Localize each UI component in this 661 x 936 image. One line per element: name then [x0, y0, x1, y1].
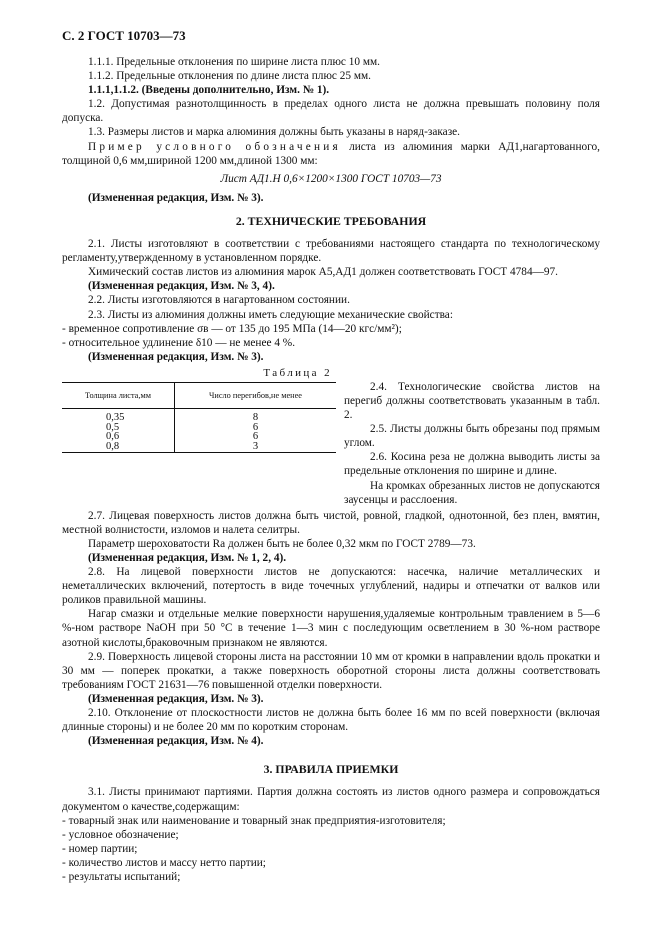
clause-3-1: 3.1. Листы принимают партиями. Партия должна состоять из листов одного размера и сопровождаться документом о качестве,содержащим: — [62, 786, 600, 813]
bends-cell: 3 — [175, 442, 337, 453]
section-3-title: 3. ПРАВИЛА ПРИЕМКИ — [263, 762, 399, 777]
table-row — [62, 432, 336, 442]
roughness: Параметр шероховатости Ra должен быть не более 0,32 мкм по ГОСТ 2789—73. — [88, 537, 476, 550]
thickness-cell: 0,6 — [62, 432, 175, 442]
amendment-note: (Измененная редакция, Изм. № 1, 2, 4). — [88, 552, 287, 564]
clause-2-7: 2.7. Лицевая поверхность листов должна быть чистой, ровной, гладкой, однотонной, без плен, вмятин, местной волнистости, изломов и налета селитры. — [62, 509, 600, 536]
thickness-cell: 0,8 — [62, 442, 175, 453]
clause-2-8-etching: Нагар смазки и отдельные мелкие поверхности нарушения,удаляемые контрольным травлением в 5—6 %-ном растворе NaOH при 50 °С в течение 1—3 мин с последующим осветлением в 30 %-ном растворе азотной кислоты,браковочным признаком не являются. — [62, 608, 600, 649]
bends-cell: 6 — [252, 431, 259, 443]
list-item: - количество листов и массу нетто партии; — [62, 856, 266, 869]
elongation: - относительное удлинение δ10 — не менее 4 %. — [62, 336, 296, 349]
bends-cell: 8 — [252, 412, 259, 424]
list-item: - результаты испытаний; — [62, 870, 181, 883]
clause-2-5: 2.5. Листы должны быть обрезаны под прямым углом. — [344, 423, 600, 450]
clause-2-6-edges: На кромках обрезанных листов не допускаются заусенцы и расслоения. — [344, 479, 600, 506]
table-row — [62, 442, 336, 453]
column-header-thickness: Толщина листа,мм — [62, 382, 175, 408]
table-row — [62, 423, 336, 433]
list-item: - номер партии; — [62, 842, 138, 855]
table-2 — [62, 366, 336, 507]
clause-2-3: 2.3. Листы из алюминия должны иметь следующие механические свойства: — [88, 308, 453, 321]
clause-2-6: 2.6. Косина реза не должна выводить листы за предельные отклонения по ширине и длине. — [344, 451, 600, 478]
bend-table — [62, 382, 336, 453]
clause-2-8: 2.8. На лицевой поверхности листов не допускаются: насечка, наличие металлических и неметаллических включений, потертость в виде точечных углублений, надиры и отпечатки от валков или роликов правильной машины. — [62, 566, 600, 607]
clause-1-3: 1.3. Размеры листов и марка алюминия должны быть указаны в наряд-заказе. — [88, 126, 460, 139]
clause-1-1-1: 1.1.1. Предельные отклонения по ширине листа плюс 10 мм. — [88, 56, 380, 68]
clause-2-10: 2.10. Отклонение от плоскостности листов не должна быть более 16 мм по всей поверхности (включая длинные стороны) и не более 20 мм по коротким сторонам. — [62, 707, 600, 734]
amendment-note: (Измененная редакция, Изм. № 3). — [88, 350, 264, 363]
clause-2-4: 2.4. Технологические свойства листов на перегиб должны соответствовать указанным в табл. 2. — [344, 380, 600, 422]
clause-2-1-chem: Химический состав листов из алюминия марок А5,АД1 должен соответствовать ГОСТ 4784—97. — [88, 266, 559, 279]
thickness-cell: 0,5 — [62, 423, 175, 433]
table-row — [62, 409, 336, 423]
amendment-note: 1.1.1,1.1.2. (Введены дополнительно, Изм. № 1). — [88, 84, 330, 97]
clause-2-1: 2.1. Листы изготовляют в соответствии с требованиями настоящего стандарта по технологическому регламенту,утвержденному в установленном порядке. — [62, 238, 600, 265]
designation-example: Лист АД1.Н 0,6×1200×1300 ГОСТ 10703—73 — [220, 172, 442, 185]
amendment-note: (Измененная редакция, Изм. № 4). — [88, 735, 264, 748]
clause-2-9: 2.9. Поверхность лицевой стороны листа на расстоянии 10 мм от кромки в направлении вдоль прокатки и 30 мм — поперек прокатки, а также поверхность оборотной стороны листа должны соответствовать требованиям ГОСТ 21631—76 повышенной отделки поверхности. — [62, 650, 600, 691]
section-2-title: 2. ТЕХНИЧЕСКИЕ ТРЕБОВАНИЯ — [235, 213, 427, 228]
amendment-note: (Измененная редакция, Изм. № 3). — [88, 191, 264, 204]
clause-2-2: 2.2. Листы изготовляются в нагартованном состоянии. — [88, 294, 350, 307]
table-caption: Таблица 2 — [263, 366, 332, 379]
tensile-strength: - временное сопротивление σв — от 135 до 195 МПа (14—20 кгс/мм²); — [62, 322, 402, 335]
example-text: листа из алюминия марки АД1,нагартованного, толщиной 0,6 мм,шириной 1200 мм,длиной 1300 мм: — [62, 140, 600, 167]
thickness-cell: 0,35 — [62, 409, 175, 423]
list-item: - товарный знак или наименование и товарный знак предприятия-изготовителя; — [62, 814, 446, 827]
example-designation-text — [62, 140, 600, 168]
clause-1-1-2: 1.1.2. Предельные отклонения по длине листа плюс 25 мм. — [88, 70, 371, 83]
amendment-note: (Измененная редакция, Изм. № 3). — [88, 692, 264, 705]
table-block — [62, 366, 600, 507]
bends-cell: 6 — [252, 421, 259, 433]
column-header-bends: Число перегибов,не менее — [175, 382, 337, 408]
page-header: С. 2 ГОСТ 10703—73 — [62, 28, 186, 43]
clause-1-2: 1.2. Допустимая разнотолщинность в пределах одного листа не должна превышать половину поля допуска. — [62, 98, 600, 125]
list-item: - условное обозначение; — [62, 828, 179, 841]
example-label: Пример условного обозначения — [88, 140, 341, 153]
document-body — [62, 55, 600, 884]
table-side-text — [336, 366, 600, 507]
amendment-note: (Измененная редакция, Изм. № 3, 4). — [88, 280, 275, 293]
